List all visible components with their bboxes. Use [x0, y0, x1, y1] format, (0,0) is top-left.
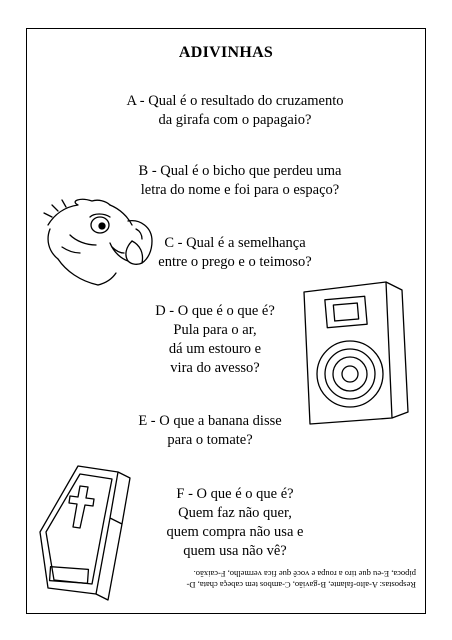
riddle-f [130, 485, 340, 561]
page-title: ADIVINHAS [178, 44, 274, 61]
riddle-c-line-1: C - Qual é a semelhança [164, 235, 306, 251]
answers-upside-down [132, 568, 416, 590]
riddle-d [120, 302, 310, 378]
speaker-icon [296, 278, 414, 428]
riddle-e-line-1: E - O que a banana disse [138, 413, 282, 429]
riddle-f-line-4: quem usa não vê? [183, 543, 287, 559]
riddle-f-line-1: F - O que é o que é? [176, 486, 294, 502]
riddle-c-line-2: entre o prego e o teimoso? [158, 254, 312, 270]
riddle-d-line-1: D - O que é o que é? [155, 303, 275, 319]
coffin-icon [34, 462, 146, 602]
riddle-b-line-1: B - Qual é o bicho que perdeu uma [138, 163, 342, 179]
answers-line-2: pipoca, E-eu que tiro a roupa e você que fica vermelho, F-caixão. [193, 569, 416, 579]
riddle-a [90, 92, 380, 130]
riddle-f-line-3: quem compra não usa e [166, 524, 304, 540]
riddle-e [100, 412, 320, 450]
answers-line-1: Respostas: A-alto-falante, B-gavião, C-ambos tem cabeça chata, D- [186, 580, 416, 590]
riddle-d-line-3: dá um estouro e [168, 341, 262, 357]
parrot-icon [40, 195, 160, 290]
riddle-f-line-2: Quem faz não quer, [178, 505, 292, 521]
riddle-e-line-2: para o tomate? [167, 432, 253, 448]
riddle-a-line-2: da girafa com o papagaio? [158, 112, 312, 128]
riddle-d-line-2: Pula para o ar, [173, 322, 257, 338]
riddle-d-line-4: vira do avesso? [170, 360, 260, 376]
riddle-a-line-1: A - Qual é o resultado do cruzamento [126, 93, 344, 109]
riddle-b-line-2: letra do nome e foi para o espaço? [140, 182, 340, 198]
